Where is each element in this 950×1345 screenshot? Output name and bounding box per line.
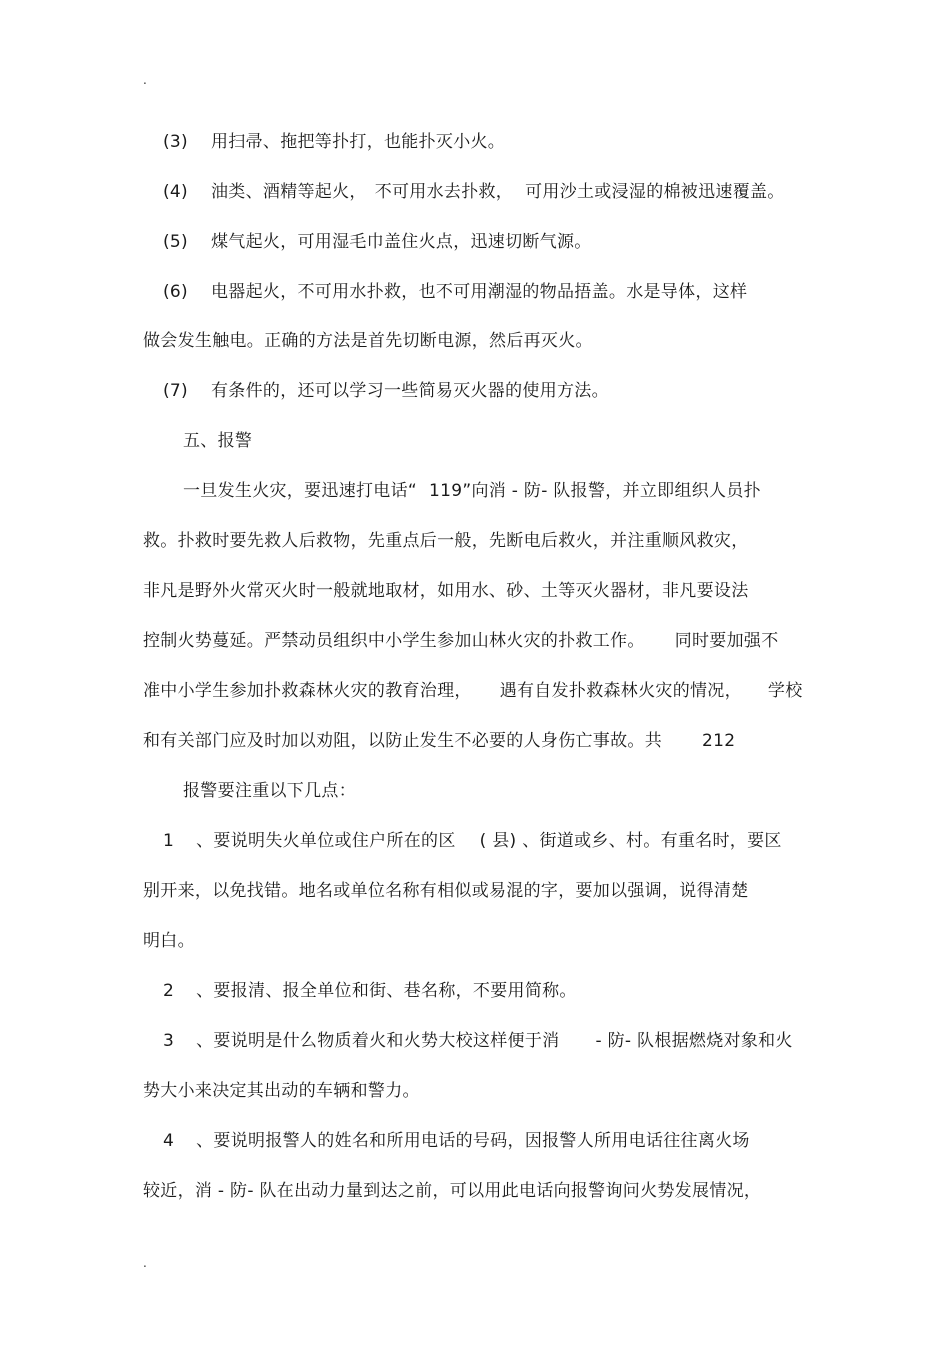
text-span: 、要报清、报全单位和街、巷名称，不要用简称。 — [196, 981, 577, 1001]
item-text: 用扫帚、拖把等扑打，也能扑灭小火。 — [211, 132, 506, 152]
list-item-6 — [163, 281, 747, 303]
text-span: 一旦发生火灾，要迅速打电话“ — [183, 481, 418, 501]
item-number: (3) — [163, 132, 188, 152]
text-span: 212 — [702, 731, 736, 751]
point-2 — [163, 980, 577, 1002]
point-3-line-2: 势大小来决定其出动的车辆和警力。 — [143, 1081, 420, 1101]
text-span: 、要说明失火单位或住户所在的区 — [196, 831, 456, 851]
text-span: 和有关部门应及时加以劝阻，以防止发生不必要的人身伤亡事故。共 — [143, 731, 662, 751]
point-number: 3 — [163, 1031, 175, 1051]
text-span: 学校 — [767, 681, 803, 701]
text-span: 同时要加强不 — [674, 631, 779, 651]
list-item-5 — [163, 231, 592, 253]
text-span: ( 县) 、街道或乡、村。有重名时，要区 — [479, 831, 782, 851]
list-item-6-continuation: 做会发生触电。正确的方法是首先切断电源，然后再灭火。 — [143, 331, 593, 351]
text-span: 遇有自发扑救森林火灾的情况， — [499, 681, 742, 701]
text-span: 、要说明是什么物质着火和火势大校这样便于消 — [196, 1031, 560, 1051]
list-item-4 — [163, 181, 785, 203]
item-text: 电器起火，不可用水扑救，也不可用潮湿的物品捂盖。水是导体，这样 — [211, 282, 748, 302]
text-span: 、要说明报警人的姓名和所用电话的号码，因报警人所用电话往往离火场 — [196, 1131, 750, 1151]
item-number: (4) — [163, 182, 188, 202]
text-span: - 防- 队根据燃烧对象和火 — [595, 1031, 793, 1051]
point-4 — [163, 1130, 750, 1152]
paragraph-line — [183, 480, 761, 502]
paragraph-line — [143, 630, 779, 652]
paragraph-line: 非凡是野外火常灭火时一般就地取材，如用水、砂、土等灭火器材，非凡要设法 — [143, 581, 749, 601]
page-mark-bottom: . — [143, 1256, 147, 1270]
point-1 — [163, 830, 782, 852]
text-span: 准中小学生参加扑救森林火灾的教育治理， — [143, 681, 472, 701]
point-number: 4 — [163, 1131, 175, 1151]
list-item-7 — [163, 380, 609, 402]
text-span: 控制火势蔓延。严禁动员组织中小学生参加山林火灾的扑救工作。 — [143, 631, 645, 651]
paragraph-line — [143, 730, 735, 752]
paragraph-line — [143, 680, 803, 702]
item-text: 煤气起火，可用湿毛巾盖住火点，迅速切断气源。 — [211, 232, 592, 252]
item-text: 不可用水去扑救， — [374, 182, 514, 202]
point-1-line-3: 明白。 — [143, 931, 195, 951]
paragraph-intro: 报警要注重以下几点： — [183, 781, 356, 801]
list-item-3 — [163, 131, 505, 153]
text-span: 119”向消 - 防- 队报警，并立即组织人员扑 — [429, 481, 761, 501]
paragraph-line: 救。扑救时要先救人后救物，先重点后一般，先断电后救火，并注重顺风救灾， — [143, 531, 749, 551]
item-text: 可用沙土或浸湿的棉被迅速覆盖。 — [525, 182, 785, 202]
item-text: 油类、酒精等起火， — [211, 182, 367, 202]
section-heading: 五、报警 — [183, 431, 253, 451]
item-number: (7) — [163, 381, 188, 401]
point-number: 2 — [163, 981, 175, 1001]
point-number: 1 — [163, 831, 175, 851]
point-1-line-2: 别开来，以免找错。地名或单位名称有相似或易混的字，要加以强调，说得清楚 — [143, 881, 749, 901]
item-number: (6) — [163, 282, 188, 302]
point-4-line-2: 较近，消 - 防- 队在出动力量到达之前，可以用此电话向报警询问火势发展情况， — [143, 1181, 762, 1201]
page-mark-top: . — [143, 73, 147, 87]
point-3 — [163, 1030, 793, 1052]
item-text: 有条件的，还可以学习一些简易灭火器的使用方法。 — [211, 381, 609, 401]
item-number: (5) — [163, 232, 188, 252]
